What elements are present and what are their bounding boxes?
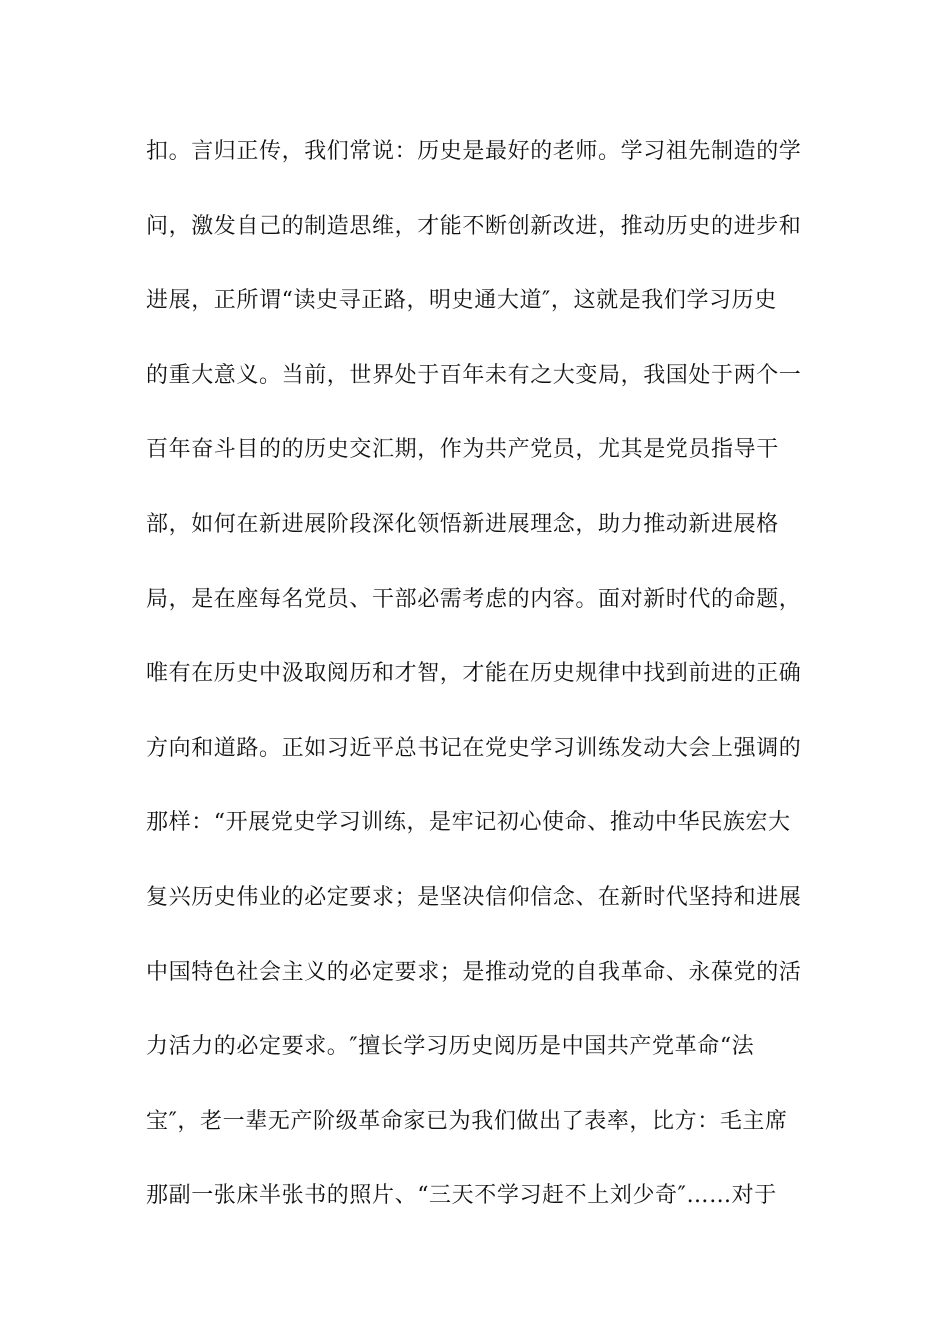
- text-line: 的重大意义。当前，世界处于百年未有之大变局，我国处于两个一: [146, 362, 802, 388]
- text-line: 局，是在座每名党员、干部必需考虑的内容。面对新时代的命题，: [146, 586, 802, 612]
- text-line: 复兴历史伟业的必定要求；是坚决信仰信念、在新时代坚持和进展: [146, 884, 802, 910]
- text-line: 部，如何在新进展阶段深化领悟新进展理念，助力推动新进展格: [146, 511, 779, 537]
- text-line: 唯有在历史中汲取阅历和才智，才能在历史规律中找到前进的正确: [146, 661, 802, 687]
- text-line: 力活力的必定要求。″擅长学习历史阅历是中国共产党革命“法: [146, 1034, 755, 1060]
- text-line: 宝″，老一辈无产阶级革命家已为我们做出了表率，比方：毛主席: [146, 1108, 788, 1134]
- text-line: 百年奋斗目的的历史交汇期，作为共产党员，尤其是党员指导干: [146, 437, 779, 463]
- text-line: 问，激发自己的制造思维，才能不断创新改进，推动历史的进步和: [146, 213, 802, 239]
- text-line: 那样：“开展党史学习训练，是牢记初心使命、推动中华民族宏大: [146, 810, 791, 836]
- body-text: [146, 130, 806, 1249]
- text-line: 方向和道路。正如习近平总书记在党史学习训练发动大会上强调的: [146, 735, 802, 761]
- text-line: 扣。言归正传，我们常说：历史是最好的老师。学习祖先制造的学: [146, 139, 802, 164]
- text-line: 进展，正所谓“读史寻正路，明史通大道″，这就是我们学习历史: [146, 288, 777, 314]
- text-line: 中国特色社会主义的必定要求；是推动党的自我革命、永葆党的活: [146, 959, 802, 985]
- text-line: 那副一张床半张书的照片、“三天不学习赶不上刘少奇″……对于: [146, 1183, 777, 1209]
